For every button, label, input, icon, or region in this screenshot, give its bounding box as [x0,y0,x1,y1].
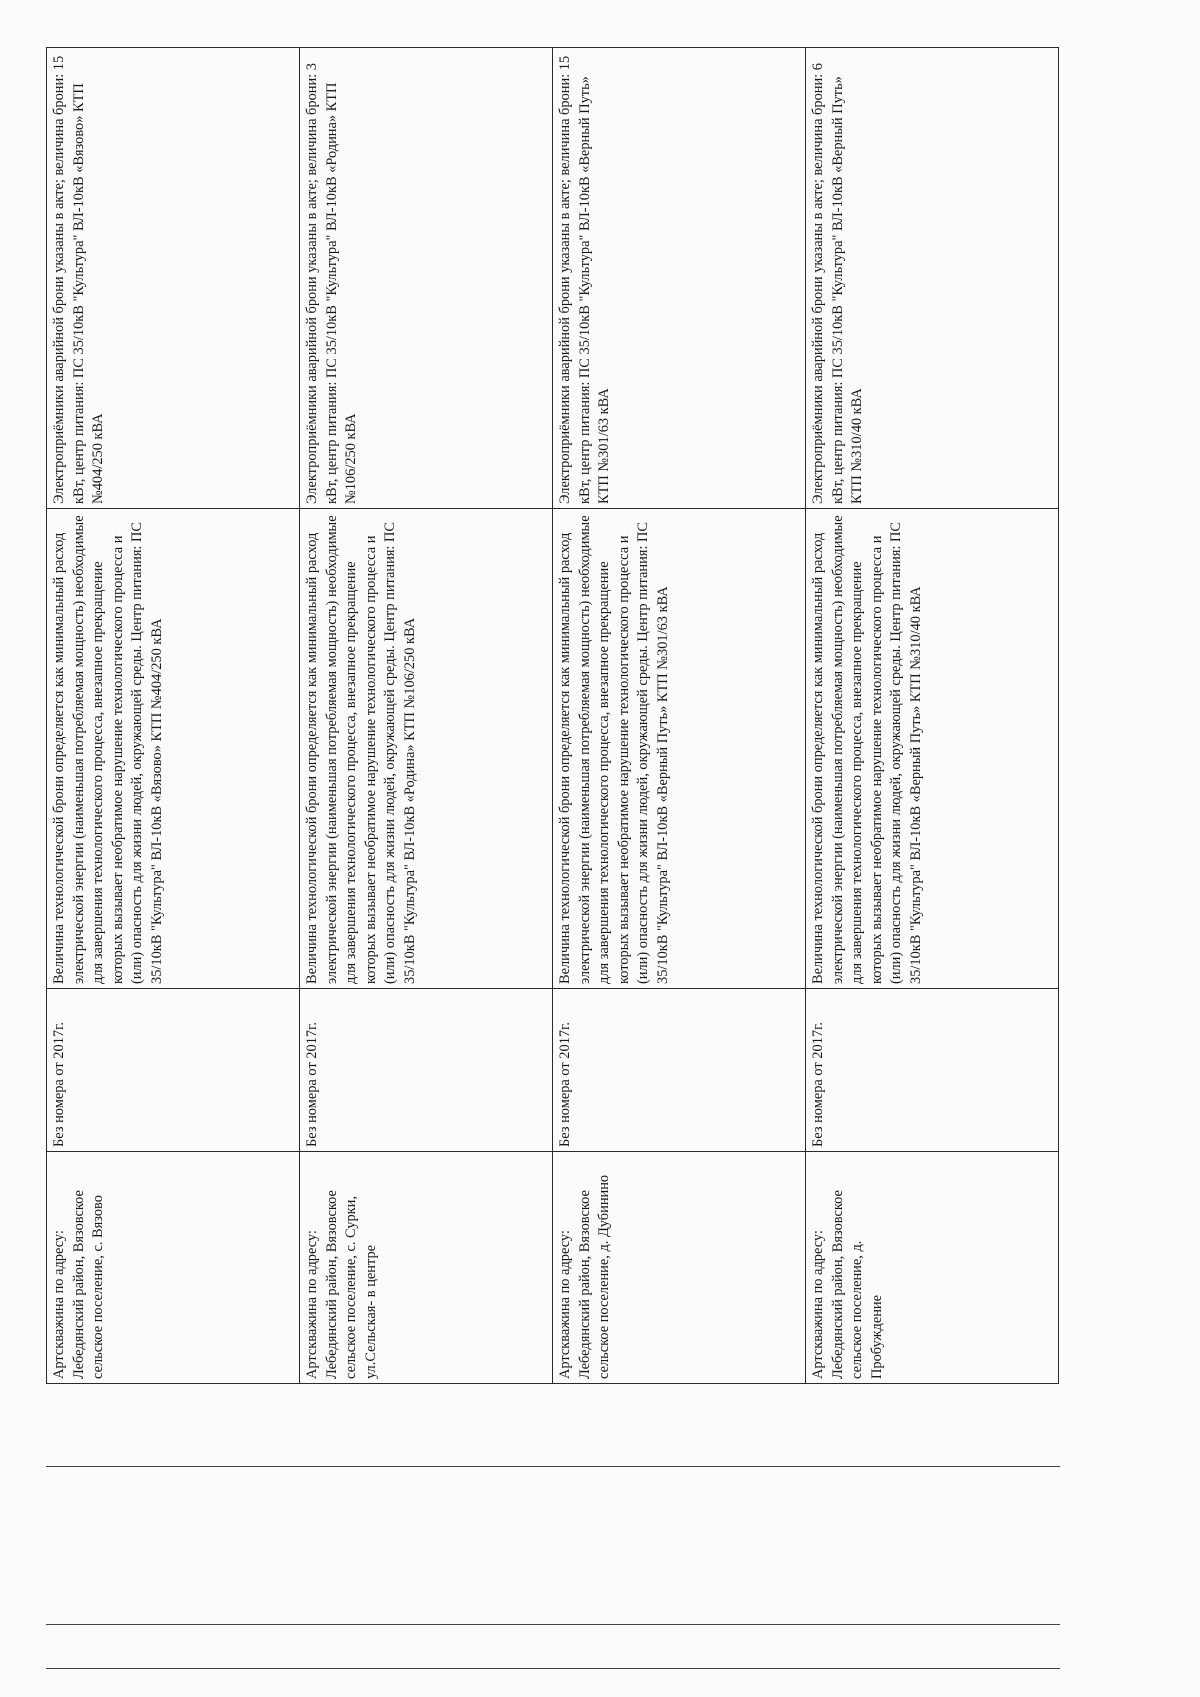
cell-tech-reserve: Величина технологической брони определяется как минимальный расход электрической энергии (наименьшая потребляемая мощность) необходимые для завершения технологического процесса, внезапное прекращение которых вызывает необратимое нарушение технологического процесса и (или) опасность для жизни людей, окружающей среды. Центр питания: ПС 35/10кВ "Культура" ВЛ-10кВ «Вязово» КТП №404/250 кВА [47,509,300,989]
table-row [47,48,300,1384]
rotated-table-page [46,48,1058,1384]
cell-act: Без номера от 2017г. [806,989,1059,1152]
cell-act: Без номера от 2017г. [553,989,806,1152]
cell-act: Без номера от 2017г. [300,989,553,1152]
cell-emergency-reserve: Электроприёмники аварийной брони указаны в акте; величина брони: 6 кВт, центр питания: ПС 35/10кВ "Культура" ВЛ-10кВ «Верный Путь» КТП №310/40 кВА [806,48,1059,509]
blank-rule-line [46,1668,1060,1669]
table-row [300,48,553,1384]
cell-emergency-reserve: Электроприёмники аварийной брони указаны в акте; величина брони: 15 кВт, центр питания: ПС 35/10кВ "Культура" ВЛ-10кВ «Вязово» КТП №404/250 кВА [47,48,300,509]
cell-act: Без номера от 2017г. [47,989,300,1152]
cell-object: Артскважина по адресу: Лебедянский район, Вязовское сельское поселение, д. Дубинино [553,1152,806,1384]
cell-object: Артскважина по адресу: Лебедянский район, Вязовское сельское поселение, д. Пробуждение [806,1152,1059,1384]
cell-tech-reserve: Величина технологической брони определяется как минимальный расход электрической энергии (наименьшая потребляемая мощность) необходимые для завершения технологического процесса, внезапное прекращение которых вызывает необратимое нарушение технологического процесса и (или) опасность для жизни людей, окружающей среды. Центр питания: ПС 35/10кВ "Культура" ВЛ-10кВ «Верный Путь» КТП №310/40 кВА [806,509,1059,989]
cell-object: Артскважина по адресу: Лебедянский район, Вязовское сельское поселение, с. Сурки, ул.Сельская- в центре [300,1152,553,1384]
reserve-table [46,47,1059,1384]
blank-rule-line [46,1624,1060,1625]
table-row [806,48,1059,1384]
cell-tech-reserve: Величина технологической брони определяется как минимальный расход электрической энергии (наименьшая потребляемая мощность) необходимые для завершения технологического процесса, внезапное прекращение которых вызывает необратимое нарушение технологического процесса и (или) опасность для жизни людей, окружающей среды. Центр питания: ПС 35/10кВ "Культура" ВЛ-10кВ «Верный Путь» КТП №301/63 кВА [553,509,806,989]
cell-tech-reserve: Величина технологической брони определяется как минимальный расход электрической энергии (наименьшая потребляемая мощность) необходимые для завершения технологического процесса, внезапное прекращение которых вызывает необратимое нарушение технологического процесса и (или) опасность для жизни людей, окружающей среды. Центр питания: ПС 35/10кВ "Культура" ВЛ-10кВ «Родина» КТП №106/250 кВА [300,509,553,989]
cell-emergency-reserve: Электроприёмники аварийной брони указаны в акте; величина брони: 15 кВт, центр питания: ПС 35/10кВ "Культура" ВЛ-10кВ «Верный Путь» КТП №301/63 кВА [553,48,806,509]
blank-rule-line [46,1466,1060,1467]
cell-emergency-reserve: Электроприёмники аварийной брони указаны в акте; величина брони: 3 кВт, центр питания: ПС 35/10кВ "Культура" ВЛ-10кВ «Родина» КТП №106/250 кВА [300,48,553,509]
cell-object: Артскважина по адресу: Лебедянский район, Вязовское сельское поселение, с. Вязово [47,1152,300,1384]
table-row [553,48,806,1384]
